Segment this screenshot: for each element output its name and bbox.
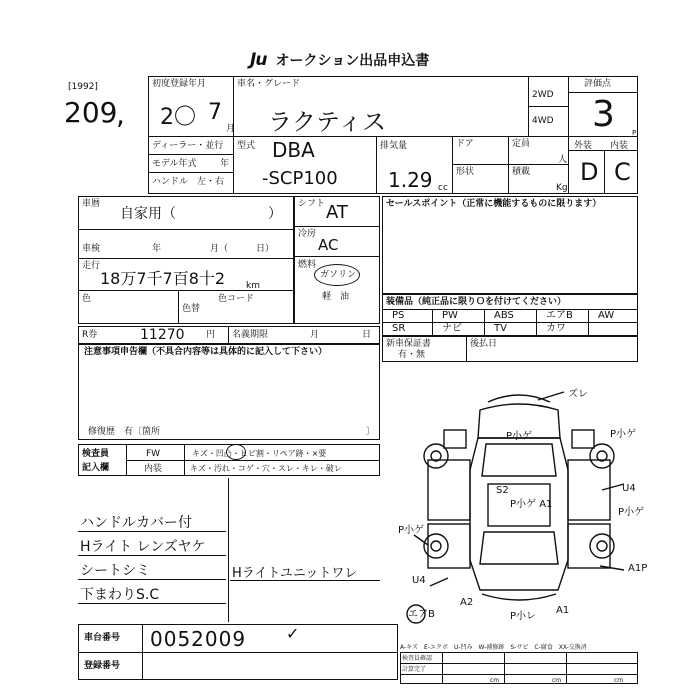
drive-2wd: 2WD <box>532 90 554 100</box>
fuel-gas: ガソリン <box>320 270 357 280</box>
inspection-year: 年 <box>152 244 162 254</box>
cm-unit-1: cm <box>490 677 500 684</box>
repair-label: 修復歴 有〔箇所 <box>88 427 161 437</box>
legend-table <box>400 652 638 684</box>
car-name: ラクティス <box>268 108 387 136</box>
r-label: R券 <box>82 330 98 340</box>
shift-label: シフト <box>298 199 326 209</box>
int-grade: C <box>614 158 631 186</box>
expiry-label: 名義期限 <box>232 330 269 340</box>
damage-mark-2: P小ゲ <box>610 429 637 440</box>
equipment-row2-2: TV <box>494 323 507 334</box>
door-label: ドア <box>456 139 474 149</box>
yen-unit: 円 <box>206 330 216 340</box>
model-code: -SCP100 <box>262 168 338 189</box>
cm-unit-3: cm <box>614 677 624 684</box>
remark-line-2: Hライト レンズヤケ <box>80 539 206 555</box>
damage-mark-5: P小ゲ <box>618 507 645 518</box>
cm-unit-2: cm <box>552 677 562 684</box>
left-front-door <box>428 460 470 520</box>
repair-close: 〕 <box>366 427 376 437</box>
inspector-row2: キズ・汚れ・コゲ・穴・スレ・キレ・破レ <box>190 464 342 473</box>
equipment-title: 装備品（純正品に限りＯを付けてください） <box>386 297 567 307</box>
inspector-label2: 記入欄 <box>82 463 110 473</box>
type-label: 型式 <box>237 141 256 151</box>
year-tag: [1992] <box>68 82 98 92</box>
rear-bumper <box>482 594 556 600</box>
equipment-row1-4: AW <box>598 310 615 321</box>
fuel-gas-circle <box>314 264 360 286</box>
interior-label: 内装 <box>144 464 163 474</box>
first-reg-label: 初度登録年月 <box>152 79 207 89</box>
month-unit: 月 <box>226 124 236 134</box>
name-label: 車名・グレード <box>237 79 301 89</box>
mileage-value: 18万7千7百8十2 <box>100 269 226 288</box>
inspection-label: 車検 <box>82 244 101 254</box>
damage-mark-0: ズレ <box>568 389 588 400</box>
reg-number-label: 登録番号 <box>84 661 121 671</box>
damage-mark-7: P小ゲ <box>398 525 425 536</box>
car-number-check: ✓ <box>286 624 300 643</box>
inspector-row1: キズ・凹凸・ヒビ割・リペア跡・×要 <box>192 449 327 458</box>
remark-line-1: ハンドルカバー付 <box>80 515 192 531</box>
person-unit: 人 <box>558 155 568 165</box>
grade-label: 評価点 <box>584 79 612 89</box>
ac-value: AC <box>318 236 339 254</box>
rear-window <box>480 532 558 564</box>
reg-month: 7 <box>208 100 222 125</box>
fuel-diesel: 軽 油 <box>322 292 350 302</box>
damage-mark-4: S2 <box>496 485 509 496</box>
equipment-row2-0: SR <box>392 323 406 334</box>
color-label: 色 <box>82 294 92 304</box>
new-cert-value: 有・無 <box>398 350 426 360</box>
notes-title: 注意事項申告欄（不具合内容等は具体的に記入して下さい） <box>84 347 328 357</box>
fuel-label: 燃料 <box>298 260 317 270</box>
cc-unit: cc <box>438 183 448 193</box>
int-label: 内装 <box>610 141 629 151</box>
form-header <box>250 50 429 70</box>
year-unit: 年 <box>220 159 230 169</box>
damage-mark-8: U4 <box>412 575 426 586</box>
inspector-label1: 検査員 <box>82 449 110 459</box>
capacity-label: 定員 <box>512 139 531 149</box>
equipment-row1-2: ABS <box>494 310 514 321</box>
sales-point-block <box>382 196 638 294</box>
damage-mark-9: A1P <box>628 563 648 574</box>
corner-mark: P <box>632 129 637 137</box>
new-cert-side: 後払日 <box>470 339 498 349</box>
shift-value: AT <box>326 202 348 223</box>
r-value: 11270 <box>140 327 185 343</box>
drive-4wd: 4WD <box>532 116 554 126</box>
handle-label: ハンドル 左・右 <box>152 177 225 187</box>
shape-label: 形状 <box>456 167 475 177</box>
damage-legend: A-キズ E-エクボ U-凹み W-補修跡 S-サビ C-腐食 XX-交換済 <box>400 644 587 651</box>
history-value: 自家用（ <box>120 206 176 222</box>
right-rear-door <box>568 524 610 568</box>
damage-mark-11: P小レ <box>510 611 537 622</box>
km-unit: km <box>246 281 260 291</box>
ac-label: 冷房 <box>298 229 317 239</box>
model-year-label: モデル年式 <box>152 159 197 169</box>
damage-mark-1: P小ゲ <box>506 431 533 442</box>
mileage-label: 走行 <box>82 261 101 271</box>
color-code-label: 色コード <box>218 294 255 304</box>
remark-right: Hライトユニットワレ <box>232 566 358 581</box>
windshield <box>482 444 556 476</box>
equipment-row2-3: カワ <box>546 323 566 334</box>
new-cert-label: 新車保証書 <box>386 339 432 349</box>
form-title: オークション出品申込書 <box>275 53 430 69</box>
type-value: DBA <box>272 138 315 162</box>
car-number-value: 0052009 <box>150 627 247 651</box>
damage-mark-10: A2 <box>460 597 474 608</box>
car-body <box>470 438 568 590</box>
displacement-label: 排気量 <box>380 141 408 151</box>
damage-mark-13: エアB <box>408 609 435 620</box>
wheel-front-right <box>590 444 614 468</box>
lot-number: 209 <box>64 96 118 129</box>
damage-mark-12: A1 <box>556 605 570 616</box>
equipment-row1-3: エアB <box>546 310 573 321</box>
reg-year: 2〇 <box>160 105 196 130</box>
history-close: ） <box>268 206 282 222</box>
right-mirror <box>572 430 594 448</box>
inspector-circle <box>226 444 246 460</box>
legend-row-a: 検査員確認 <box>402 655 433 662</box>
damage-mark-3: U4 <box>622 483 636 494</box>
recycle-row <box>78 326 380 344</box>
inspection-day: 日） <box>256 244 275 254</box>
expiry-day: 日 <box>362 330 372 340</box>
load-label: 積載 <box>512 167 531 177</box>
fw-label: FW <box>146 449 161 459</box>
inspection-month: 月（ <box>210 244 229 254</box>
brand-logo: Ju <box>250 50 267 70</box>
equipment-row2-1: ナビ <box>442 323 462 334</box>
remark-line-4: 下まわりS.C <box>80 587 160 603</box>
car-number-label: 車台番号 <box>84 633 121 643</box>
history-label: 車暦 <box>82 199 101 209</box>
sales-title: セールスポイント（正常に機能するものに限ります） <box>386 199 602 209</box>
color-change-label: 色替 <box>182 304 201 314</box>
dealer-label: ディーラー・並行 <box>152 141 224 151</box>
remark-line-3: シートシミ <box>80 563 150 579</box>
displacement-value: 1.29 <box>388 168 433 192</box>
wheel-front-left <box>424 444 448 468</box>
ext-grade: D <box>580 158 599 186</box>
equipment-row1-1: PW <box>442 310 458 321</box>
ext-label: 外装 <box>574 141 593 151</box>
equipment-row1-0: PS <box>392 310 405 321</box>
grade-value: 3 <box>592 94 615 135</box>
notes-block <box>78 344 380 440</box>
lot-comma: , <box>116 98 125 131</box>
kg-unit: Kg <box>556 183 568 193</box>
left-mirror <box>444 430 466 448</box>
left-rear-door <box>428 524 470 568</box>
damage-mark-6: P小ゲ A1 <box>510 499 553 510</box>
legend-row-b: 計算完了 <box>402 666 427 673</box>
expiry-month: 月 <box>310 330 320 340</box>
